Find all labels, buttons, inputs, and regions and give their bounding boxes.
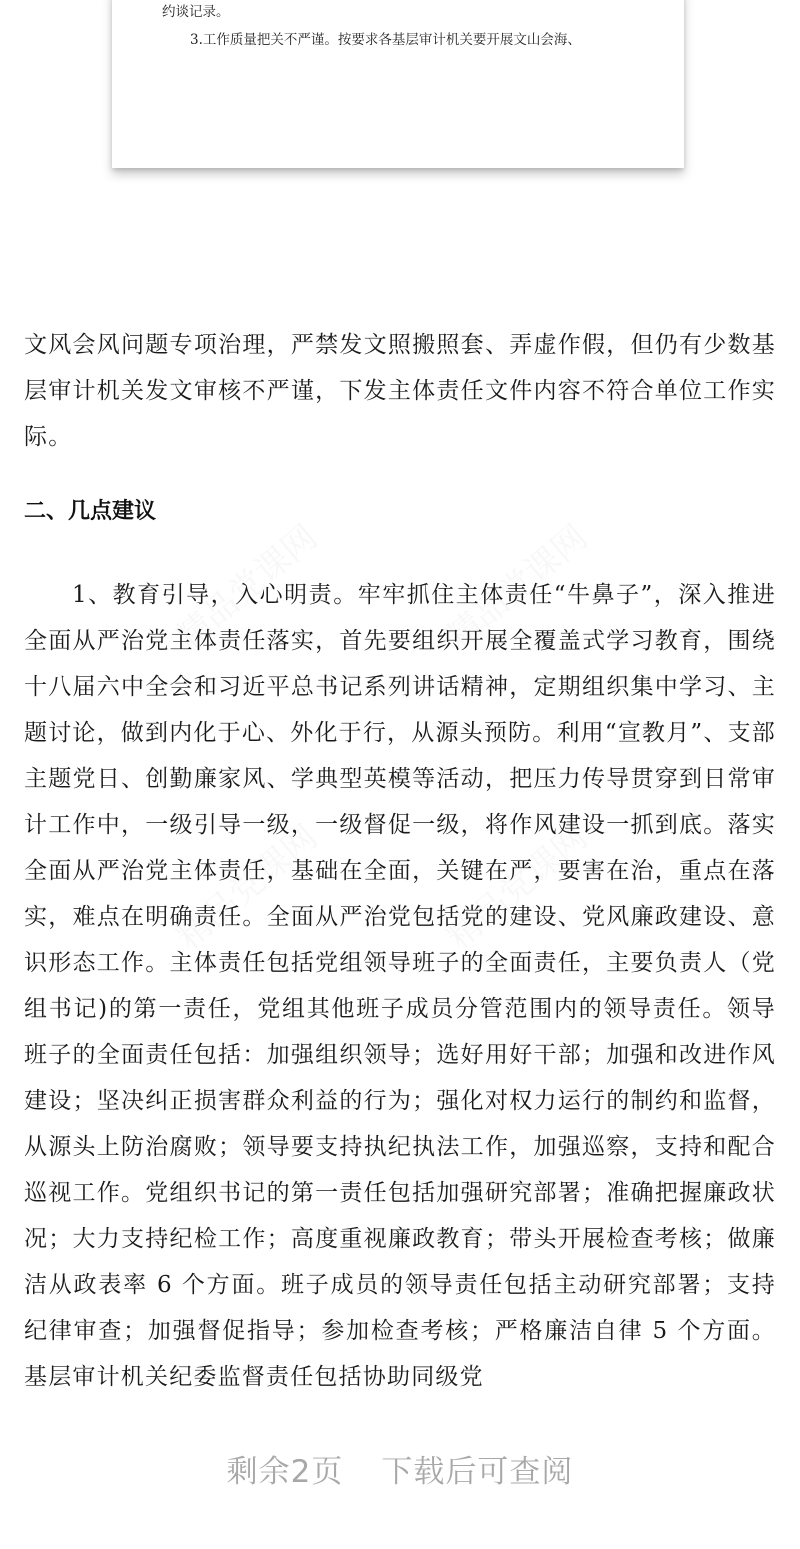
watermark: 精品党课网 xyxy=(439,517,596,658)
section-heading: 二、几点建议 xyxy=(24,499,157,524)
preview-page-card xyxy=(112,0,684,168)
watermark: 精品党课网 xyxy=(169,517,326,658)
watermark: 精品党课网 xyxy=(169,817,326,958)
remaining-pages-label: 剩余2页 xyxy=(226,1454,344,1490)
watermark: 精品党课网 xyxy=(439,817,596,958)
download-hint-label: 下载后可查阅 xyxy=(381,1454,574,1490)
remaining-pages-notice[interactable] xyxy=(0,1446,800,1491)
paragraph-continuation: 文风会风问题专项治理，严禁发文照搬照套、弄虚作假，但仍有少数基层审计机关发文审核不严谨，下发主体责任文件内容不符合单位工作实际。 xyxy=(24,332,776,450)
paragraph-suggestion-1: 1、教育引导，入心明责。牢牢抓住主体责任“牛鼻子”，深入推进全面从严治党主体责任落实，首先要组织开展全覆盖式学习教育，围绕十八届六中全会和习近平总书记系列讲话精神，定期组织集中学习、主题讨论，做到内化于心、外化于行，从源头预防。利用“宣教月”、支部主题党日、创勤廉家风、学典型英模等活动，把压力传导贯穿到日常审计工作中，一级引导一级，一级督促一级，将作风建设一抓到底。落实全面从严治党主体责任，基础在全面，关键在严，要害在治，重点在落实，难点在明确责任。全面从严治党包括党的建设、党风廉政建设、意识形态工作。主体责任包括党组领导班子的全面责任，主要负责人（党组书记)的第一责任，党组其他班子成员分管范围内的领导责任。领导班子的全面责任包括：加强组织领导；选好用好干部；加强和改进作风建设；坚决纠正损害群众利益的行为；强化对权力运行的制约和监督，从源头上防治腐败；领导要支持执纪执法工作，加强巡察，支持和配合巡视工作。党组织书记的第一责任包括加强研究部署；准确把握廉政状况；大力支持纪检工作；高度重视廉政教育；带头开展检查考核；做廉洁从政表率 6 个方面。班子成员的领导责任包括主动研究部署；支持纪律审查；加强督促指导；参加检查考核；严格廉洁自律 5 个方面。基层审计机关纪委监督责任包括协助同级党 xyxy=(24,582,776,1390)
preview-line-2: 3.工作质量把关不严谨。按要求各基层审计机关要开展文山会海、 xyxy=(190,32,581,48)
preview-line-1: 约谈记录。 xyxy=(162,4,230,20)
